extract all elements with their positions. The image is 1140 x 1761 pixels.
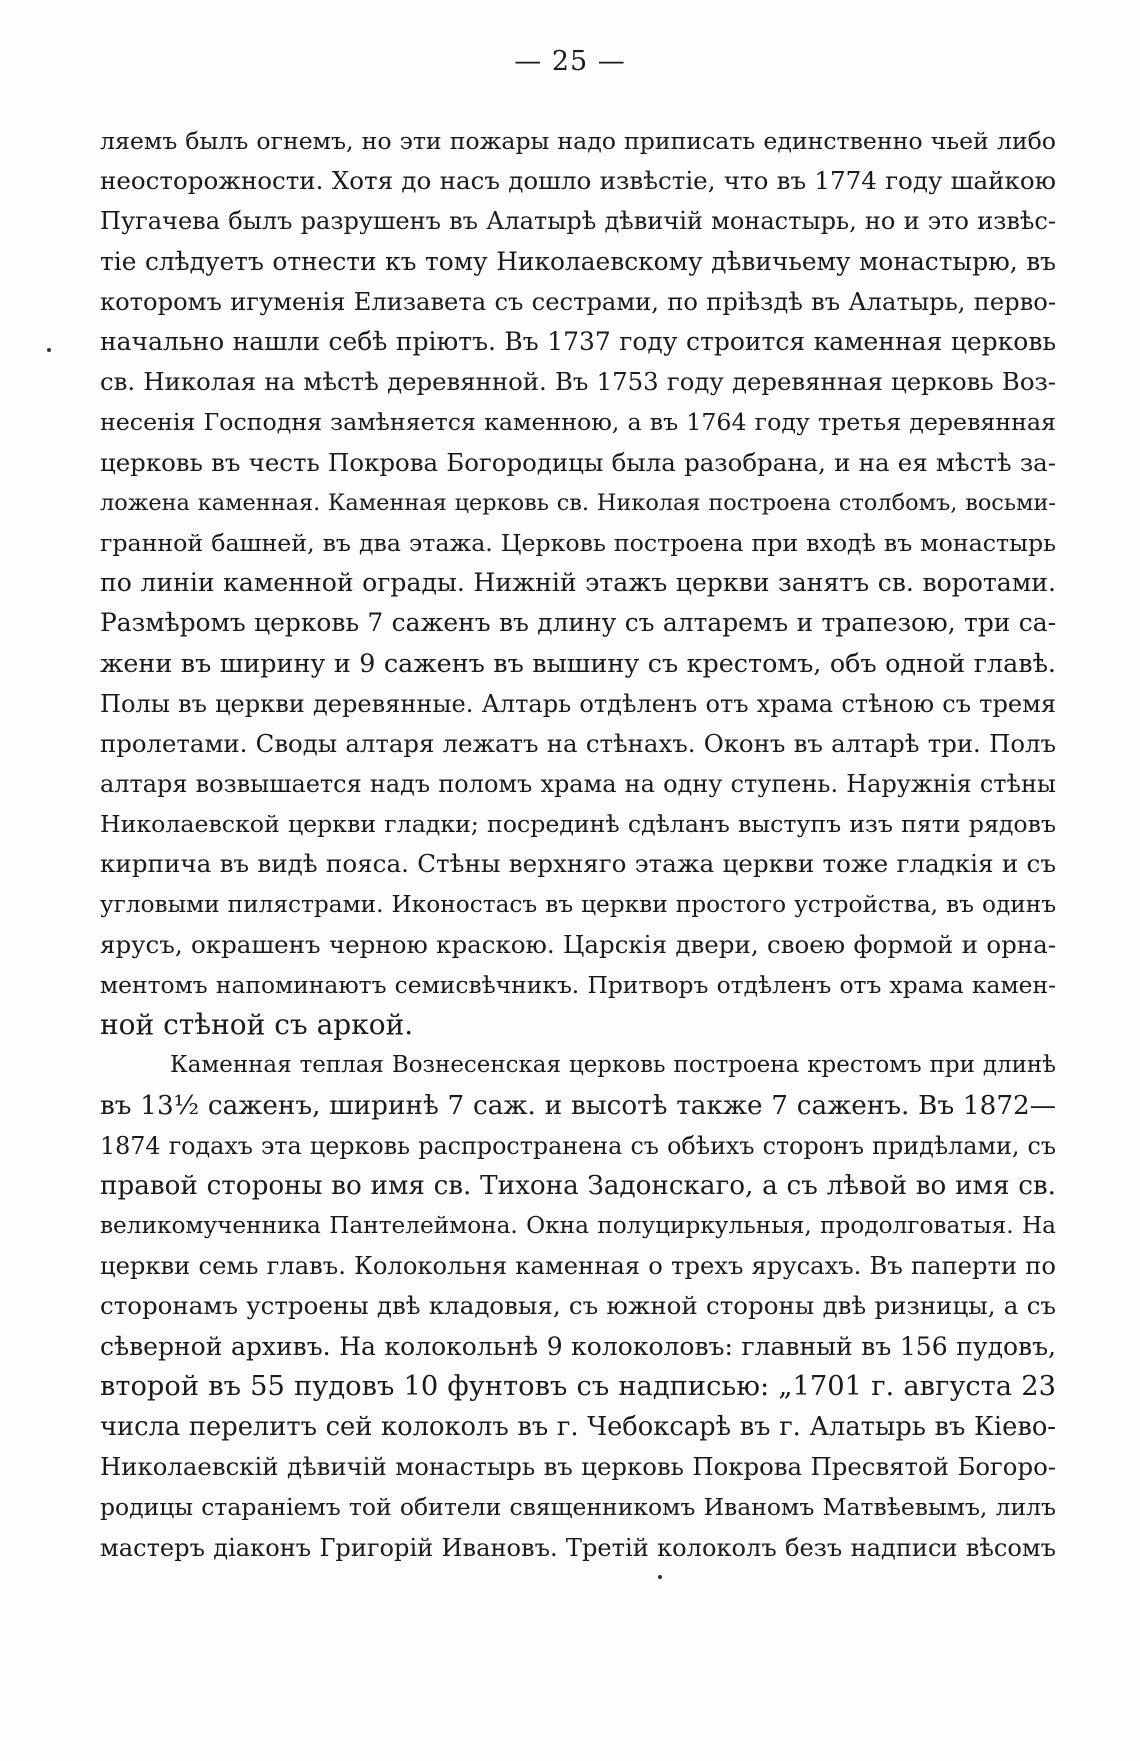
text-line: Николаевской церкви гладки; посрединѣ сдѣланъ выступъ изъ пяти рядовъ	[100, 810, 1056, 839]
text-line: угловыми пилястрами. Иконостасъ въ церкви простого устройства, въ одинъ	[100, 890, 1056, 918]
text-line: второй въ 55 пудовъ 10 фунтовъ съ надписью: „1701 г. августа 23	[100, 1370, 1056, 1402]
text-line: въ 13½ саженъ, ширинѣ 7 саж. и высотѣ также 7 саженъ. Въ 1872—	[100, 1090, 1056, 1121]
text-line: несенія Господня замѣняется каменною, а въ 1764 году третья деревянная	[100, 408, 1056, 437]
text-line: жени въ ширину и 9 саженъ въ вышину съ крестомъ, объ одной главѣ.	[100, 648, 1056, 679]
text-line: неосторожности. Хотя до насъ дошло извѣстіе, что въ 1774 году шайкою	[100, 166, 1056, 196]
text-line: Пугачева былъ разрушенъ въ Алатырѣ дѣвичій монастырь, но и это извѣс-	[100, 207, 1056, 236]
paragraph-1	[100, 121, 1056, 1045]
text-line: родицы стараніемъ той обители священникомъ Иваномъ Матвѣевымъ, лилъ	[100, 1493, 1056, 1522]
text-line: Размѣромъ церковь 7 саженъ въ длину съ алтаремъ и трапезою, три са-	[100, 608, 1056, 638]
text-line: Каменная теплая Вознесенская церковь построена крестомъ при длинѣ	[170, 1052, 1056, 1079]
text-line: сторонамъ устроены двѣ кладовыя, съ южной стороны двѣ ризницы, а съ	[100, 1291, 1056, 1321]
text-line: ляемъ былъ огнемъ, но эти пожары надо приписать единственно чьей либо	[100, 127, 1056, 155]
text-line: Николаевскій дѣвичій монастырь въ церковь Покрова Пресвятой Богоро-	[100, 1452, 1056, 1482]
paragraph-2	[100, 1045, 1056, 1567]
body-text	[100, 121, 1056, 1568]
page-number: — 25 —	[514, 46, 626, 77]
text-line: правой стороны во имя св. Тихона Задонскаго, а съ лѣвой во имя св.	[100, 1170, 1056, 1201]
text-line: которомъ игуменія Елизавета съ сестрами, по пріѣздѣ въ Алатырь, перво-	[100, 287, 1056, 316]
text-line: 1874 годахъ эта церковь распространена съ обѣихъ сторонъ придѣлами, съ	[100, 1131, 1056, 1160]
margin-speck	[47, 348, 51, 352]
text-line: ложена каменная. Каменная церковь св. Николая построена столбомъ, восьми-	[100, 489, 1056, 516]
text-line: церкви семь главъ. Колокольня каменная о трехъ ярусахъ. Въ паперти по	[100, 1252, 1056, 1281]
text-line: кирпича въ видѣ пояса. Стѣны верхняго этажа церкви тоже гладкія и съ	[100, 849, 1056, 879]
margin-speck	[658, 1575, 662, 1579]
text-line: церковь въ честь Покрова Богородицы была разобрана, и на ея мѣстѣ за-	[100, 447, 1056, 477]
text-line: св. Николая на мѣстѣ деревянной. Въ 1753 году деревянная церковь Воз-	[100, 367, 1056, 397]
text-line: по линіи каменной ограды. Нижній этажъ церкви занятъ св. воротами.	[100, 568, 1056, 598]
text-line: ярусъ, окрашенъ черною краскою. Царскія двери, своею формой и орна-	[100, 929, 1056, 959]
text-line: ной стѣной съ аркой.	[100, 1008, 414, 1042]
text-line: гранной башней, въ два этажа. Церковь построена при входѣ въ монастырь	[100, 528, 1056, 557]
text-line: мастеръ діаконъ Григорій Ивановъ. Третій колоколъ безъ надписи вѣсомъ	[100, 1533, 1056, 1562]
text-line: великомученника Пантелеймона. Окна полуциркульныя, продолговатыя. На	[100, 1212, 1056, 1240]
text-line: ментомъ напоминаютъ семисвѣчникъ. Притворъ отдѣленъ отъ храма камен-	[100, 970, 1056, 999]
text-line: начально нашли себѣ пріютъ. Въ 1737 году строится каменная церковь	[100, 326, 1056, 356]
text-line: пролетами. Своды алтаря лежатъ на стѣнахъ. Оконъ въ алтарѣ три. Полъ	[100, 728, 1056, 758]
text-line: тіе слѣдуетъ отнести къ тому Николаевскому дѣвичьему монастырю, въ	[100, 246, 1056, 276]
text-line: Полы въ церкви деревянные. Алтарь отдѣленъ отъ храма стѣною съ тремя	[100, 689, 1056, 718]
text-line: алтаря возвышается надъ поломъ храма на одну ступень. Наружнія стѣны	[100, 770, 1056, 798]
text-line: числа перелитъ сей колоколъ въ г. Чебоксарѣ въ г. Алатырь въ Кіево-	[100, 1412, 1056, 1442]
text-line: сѣверной архивъ. На колокольнѣ 9 колоколовъ: главный въ 156 пудовъ,	[100, 1331, 1056, 1361]
